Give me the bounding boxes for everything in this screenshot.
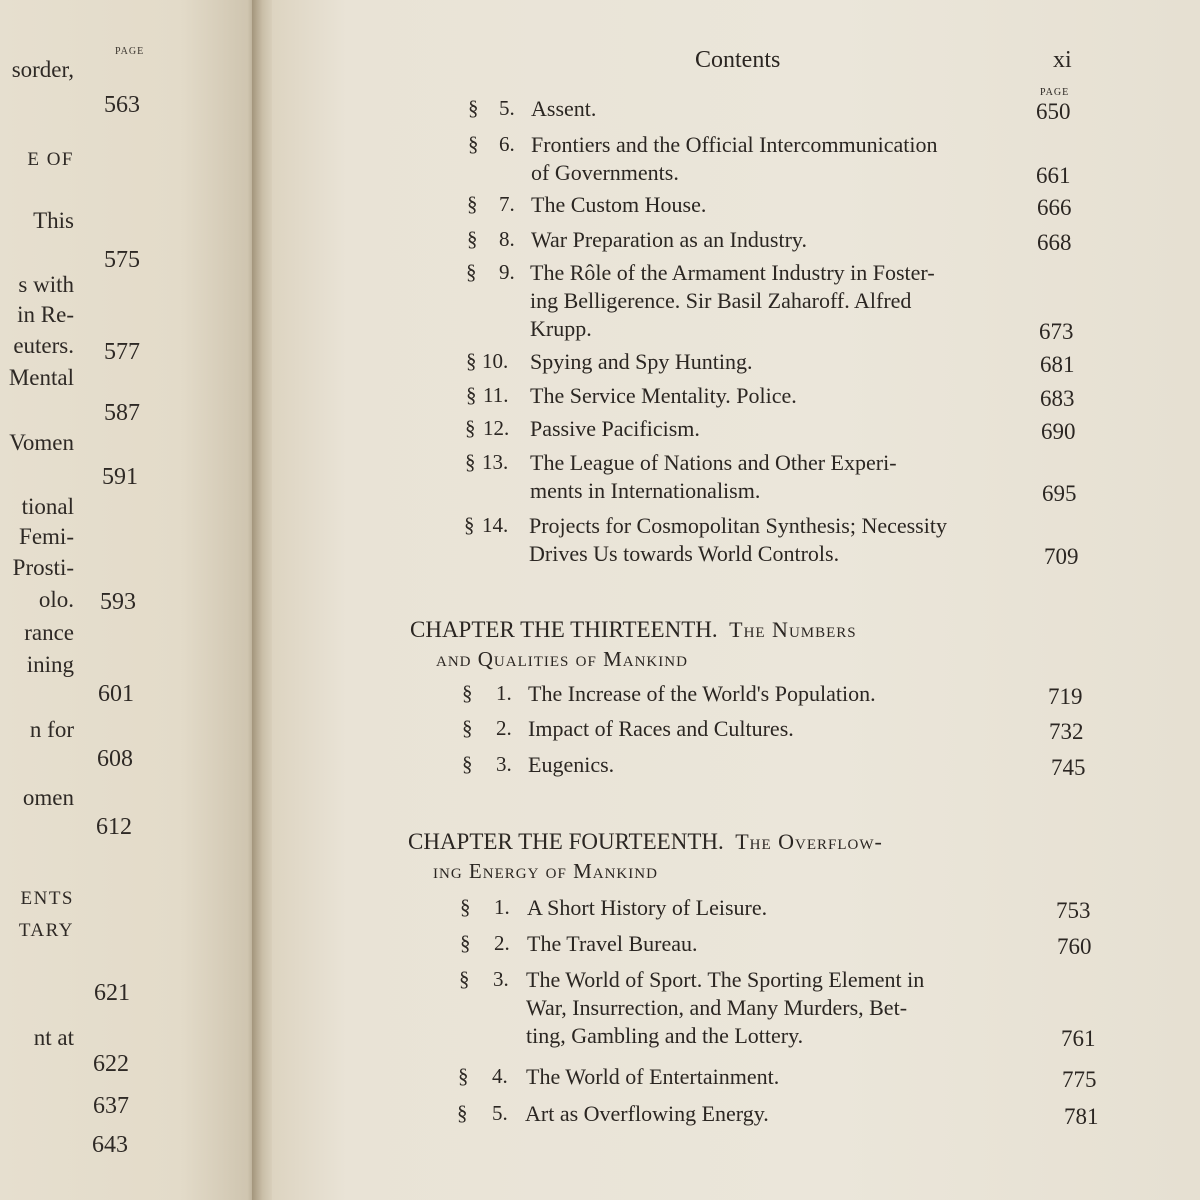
section-number: 2. — [496, 716, 512, 740]
section-title-line: The World of Sport. The Sporting Element in — [526, 967, 925, 992]
section-title-line: Drives Us towards World Controls. — [529, 541, 840, 566]
section-title-line: The World of Entertainment. — [526, 1064, 780, 1089]
section-title-line: ting, Gambling and the Lottery. — [526, 1023, 804, 1048]
section-page-number: 681 — [1040, 352, 1075, 377]
left-text-fragment: rance — [24, 620, 74, 645]
section-number: 6. — [499, 132, 515, 156]
section-title-line: War, Insurrection, and Many Murders, Bet- — [526, 995, 908, 1020]
chapter-title: CHAPTER THE THIRTEENTH. — [410, 617, 718, 642]
left-text-fragment: sorder, — [11, 57, 74, 82]
chapter-heading — [410, 617, 857, 643]
section-title-line: The League of Nations and Other Experi- — [530, 450, 897, 475]
section-page-number: 753 — [1056, 898, 1091, 923]
left-page-number: 622 — [93, 1051, 129, 1077]
section-title-line: Eugenics. — [528, 752, 615, 777]
left-text-fragment: nt at — [33, 1025, 74, 1050]
left-page-number: 621 — [94, 980, 130, 1006]
section-symbol: § — [460, 895, 471, 919]
section-number: 9. — [499, 260, 515, 284]
section-title-line: Spying and Spy Hunting. — [530, 349, 753, 374]
section-title-line: of Governments. — [531, 160, 679, 185]
section-symbol: § — [462, 681, 473, 705]
left-page — [0, 0, 258, 1200]
left-page-number: 608 — [97, 746, 133, 772]
section-symbol: § — [462, 752, 473, 776]
left-text-fragment: s with — [18, 272, 74, 297]
chapter-subtitle: The Numbers — [729, 617, 857, 642]
section-page-number: 690 — [1041, 419, 1076, 444]
section-title-line: Projects for Cosmopolitan Synthesis; Necessity — [529, 513, 947, 538]
section-title-line: Passive Pacificism. — [530, 416, 700, 441]
left-page-number: 643 — [92, 1132, 128, 1158]
section-number: 3. — [496, 752, 512, 776]
section-symbol: § — [464, 513, 475, 537]
section-symbol: § — [462, 716, 473, 740]
section-symbol: § — [468, 132, 479, 156]
left-text-fragment: TARY — [18, 920, 74, 941]
section-symbol: § — [466, 383, 477, 407]
section-title-line: ing Belligerence. Sir Basil Zaharoff. Alfred — [530, 288, 912, 313]
section-page-number: 683 — [1040, 386, 1075, 411]
section-page-number: 732 — [1049, 719, 1084, 744]
chapter-subtitle-continued: and Qualities of Mankind — [436, 647, 688, 671]
right-page-label: PAGE — [1040, 87, 1070, 98]
section-number: 10. — [482, 349, 509, 373]
left-page-number: 563 — [104, 92, 140, 118]
section-symbol: § — [460, 931, 471, 955]
left-text-fragment: Mental — [8, 365, 74, 390]
section-page-number: 650 — [1036, 99, 1071, 124]
section-title-line: The Custom House. — [531, 192, 707, 217]
section-number: 14. — [482, 513, 509, 537]
left-text-fragment: E OF — [27, 149, 74, 170]
section-symbol: § — [465, 416, 476, 440]
section-symbol: § — [466, 260, 477, 284]
section-number: 1. — [494, 895, 510, 919]
section-number: 7. — [499, 192, 515, 216]
left-page-number: 601 — [98, 681, 134, 707]
section-symbol: § — [459, 967, 470, 991]
left-page-number: 593 — [100, 589, 136, 615]
section-title-line: Frontiers and the Official Intercommunication — [531, 132, 938, 157]
section-symbol: § — [467, 192, 478, 216]
section-number: 8. — [499, 227, 515, 251]
section-title-line: Assent. — [531, 96, 597, 121]
left-text-fragment: Femi- — [19, 524, 74, 549]
running-header: Contents — [695, 47, 781, 73]
section-page-number: 666 — [1037, 195, 1072, 220]
section-page-number: 673 — [1039, 319, 1074, 344]
section-symbol: § — [466, 349, 477, 373]
section-title-line: War Preparation as an Industry. — [531, 227, 807, 252]
left-page-number: 577 — [104, 339, 140, 365]
section-title-line: The Service Mentality. Police. — [530, 383, 797, 408]
section-number: 13. — [482, 450, 509, 474]
section-symbol: § — [458, 1064, 469, 1088]
section-title-line: A Short History of Leisure. — [527, 895, 768, 920]
left-text-fragment: n for — [29, 717, 74, 742]
section-number: 2. — [494, 931, 510, 955]
left-page-number: 637 — [93, 1093, 129, 1119]
left-text-fragment: olo. — [38, 587, 74, 612]
section-page-number: 719 — [1048, 684, 1083, 709]
section-page-number: 709 — [1044, 544, 1079, 569]
section-number: 1. — [496, 681, 512, 705]
section-symbol: § — [457, 1101, 468, 1125]
left-page-number: 575 — [104, 247, 140, 273]
section-number: 5. — [492, 1101, 508, 1125]
left-text-fragment: omen — [22, 785, 74, 810]
section-symbol: § — [468, 96, 479, 120]
section-title-line: The Travel Bureau. — [527, 931, 698, 956]
left-page-number: 591 — [102, 464, 138, 490]
chapter-heading — [408, 829, 883, 855]
section-number: 11. — [483, 383, 509, 407]
section-title-line: Art as Overflowing Energy. — [525, 1101, 769, 1126]
section-page-number: 760 — [1057, 934, 1092, 959]
section-number: 4. — [492, 1064, 508, 1088]
section-number: 3. — [493, 967, 509, 991]
section-title-line: The Rôle of the Armament Industry in Foster- — [530, 260, 935, 285]
section-page-number: 761 — [1061, 1026, 1096, 1051]
section-number: 12. — [483, 416, 510, 440]
section-title-line: Krupp. — [530, 316, 592, 341]
section-title-line: ments in Internationalism. — [530, 478, 761, 503]
section-page-number: 668 — [1037, 230, 1072, 255]
section-page-number: 775 — [1062, 1067, 1097, 1092]
section-page-number: 695 — [1042, 481, 1077, 506]
section-page-number: 745 — [1051, 755, 1086, 780]
section-page-number: 781 — [1064, 1104, 1099, 1129]
left-text-fragment: Prosti- — [12, 555, 74, 580]
section-page-number: 661 — [1036, 163, 1071, 188]
chapter-subtitle-continued: ing Energy of Mankind — [433, 859, 658, 883]
section-title-line: The Increase of the World's Population. — [528, 681, 876, 706]
left-text-fragment: euters. — [13, 333, 74, 358]
section-symbol: § — [465, 450, 476, 474]
left-page-number: 612 — [96, 814, 132, 840]
folio-number: xi — [1053, 47, 1072, 73]
left-page-label: PAGE — [115, 46, 145, 57]
section-title-line: Impact of Races and Cultures. — [528, 716, 794, 741]
left-text-fragment: in Re- — [17, 302, 74, 327]
section-number: 5. — [499, 96, 515, 120]
left-text-fragment: ining — [26, 652, 74, 677]
left-text-fragment: ENTS — [20, 888, 74, 909]
chapter-title: CHAPTER THE FOURTEENTH. — [408, 829, 724, 854]
left-page-number: 587 — [104, 400, 140, 426]
section-symbol: § — [467, 227, 478, 251]
left-text-fragment: tional — [21, 494, 74, 519]
chapter-subtitle: The Overflow- — [735, 829, 883, 854]
left-text-fragment: This — [33, 208, 74, 233]
left-text-fragment: Vomen — [9, 430, 74, 455]
